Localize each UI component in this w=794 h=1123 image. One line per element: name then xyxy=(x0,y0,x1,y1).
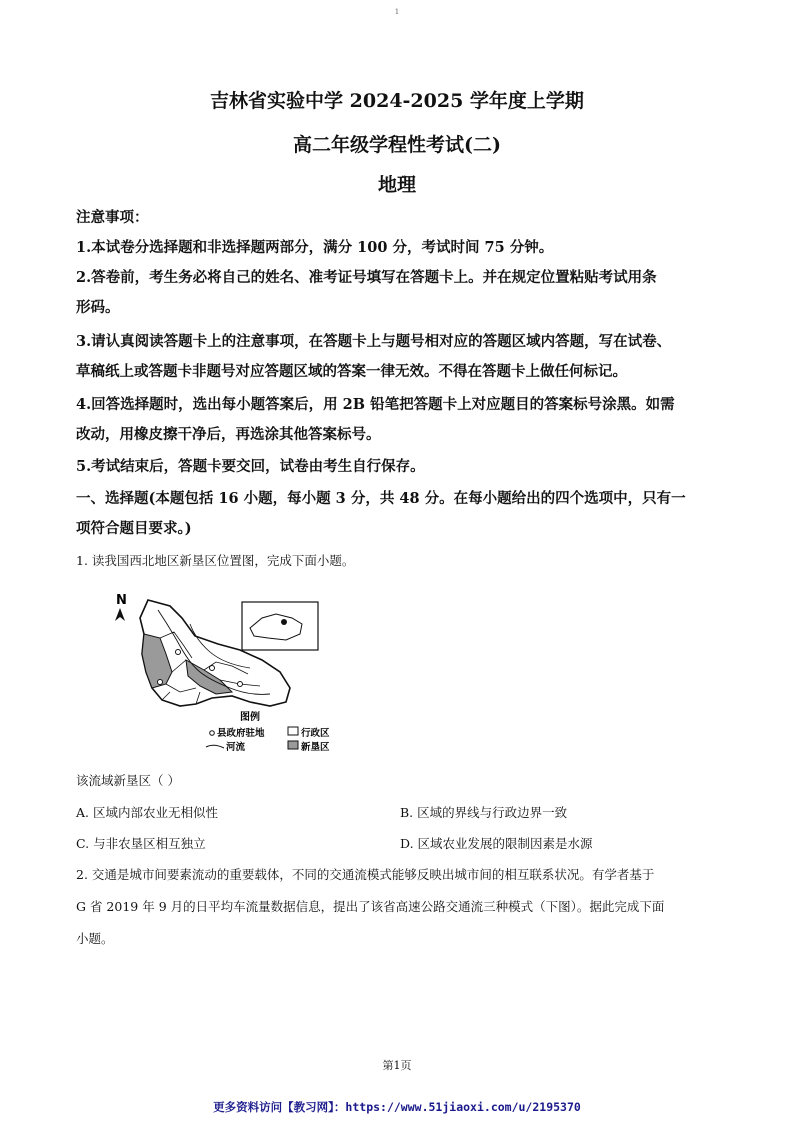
legend-river-label: 河流 xyxy=(226,742,246,753)
notice-line: 1.本试卷分选择题和非选择题两部分，满分 100 分，考试时间 75 分钟。 xyxy=(76,239,554,256)
section-heading: 一、选择题(本题包括 16 小题，每小题 3 分，共 48 分。在每小题给出的四个选项中，只有一 xyxy=(76,490,686,507)
notice-line: 5.考试结束后，答题卡要交回，试卷由考生自行保存。 xyxy=(76,458,425,475)
north-label: N xyxy=(116,593,127,608)
question-2-line: 2. 交通是城市间要素流动的重要载体，不同的交通流模式能够反映出城市间的相互联系状况。有学者基于 xyxy=(76,867,655,882)
legend-river-icon xyxy=(206,745,224,748)
county-seat-icon xyxy=(158,680,163,685)
notice-line: 形码。 xyxy=(76,299,120,316)
county-seat-icon xyxy=(238,682,243,687)
section-heading-cont: 项符合题目要求。) xyxy=(76,520,192,537)
option-c: C. 与非农垦区相互独立 xyxy=(76,836,206,851)
page-number: 第1页 xyxy=(382,1059,412,1072)
reclamation-map xyxy=(100,588,350,758)
north-arrow-icon xyxy=(115,608,125,621)
option-a: A. 区域内部农业无相似性 xyxy=(76,805,218,820)
exam-title: 吉林省实验中学 2024-2025 学年度上学期 xyxy=(210,90,584,112)
question-1-prompt: 该流域新垦区（ ） xyxy=(76,773,180,788)
legend-admin-icon xyxy=(288,727,298,735)
subject-title: 地理 xyxy=(377,174,416,196)
question-2-line: G 省 2019 年 9 月的日平均车流量数据信息，提出了该省高速公路交通流三种模式（下图）。据此完成下面 xyxy=(76,899,665,914)
legend-reclaim-label: 新垦区 xyxy=(301,742,330,753)
legend-reclaim-icon xyxy=(288,741,298,749)
county-seat-icon xyxy=(210,666,215,671)
inset-location-dot xyxy=(281,619,287,625)
question-2-line: 小题。 xyxy=(76,931,114,946)
notice-heading: 注意事项： xyxy=(76,209,149,226)
legend-admin-label: 行政区 xyxy=(301,728,330,739)
reclamation-map-figure xyxy=(100,588,350,758)
option-d: D. 区域农业发展的限制因素是水源 xyxy=(400,836,593,851)
notice-line: 4.回答选择题时，选出每小题答案后，用 2B 铅笔把答题卡上对应题目的答案标号涂黑。如需 xyxy=(76,396,675,413)
footer-resource-link[interactable]: 更多资料访问【教习网】：https://www.51jiaoxi.com/u/2195370 xyxy=(213,1100,581,1114)
legend-county-label: 县政府驻地 xyxy=(217,728,265,739)
exam-subtitle: 高二年级学程性考试(二) xyxy=(293,134,501,156)
notice-line: 2.答卷前，考生务必将自己的姓名、准考证号填写在答题卡上。并在规定位置粘贴考试用条 xyxy=(76,269,657,286)
notice-line: 草稿纸上或答题卡非题号对应答题区域的答案一律无效。不得在答题卡上做任何标记。 xyxy=(76,363,627,380)
notice-line: 3.请认真阅读答题卡上的注意事项，在答题卡上与题号相对应的答题区域内答题，写在试卷、 xyxy=(76,333,672,350)
option-b: B. 区域的界线与行政边界一致 xyxy=(400,805,568,820)
header-mark: 1 xyxy=(394,8,400,16)
county-seat-icon xyxy=(176,650,181,655)
legend-title: 图例 xyxy=(240,712,260,723)
question-1-stem: 1. 读我国西北地区新垦区位置图，完成下面小题。 xyxy=(76,553,355,568)
legend-county-icon xyxy=(210,731,215,736)
notice-line: 改动，用橡皮擦干净后，再选涂其他答案标号。 xyxy=(76,426,381,443)
